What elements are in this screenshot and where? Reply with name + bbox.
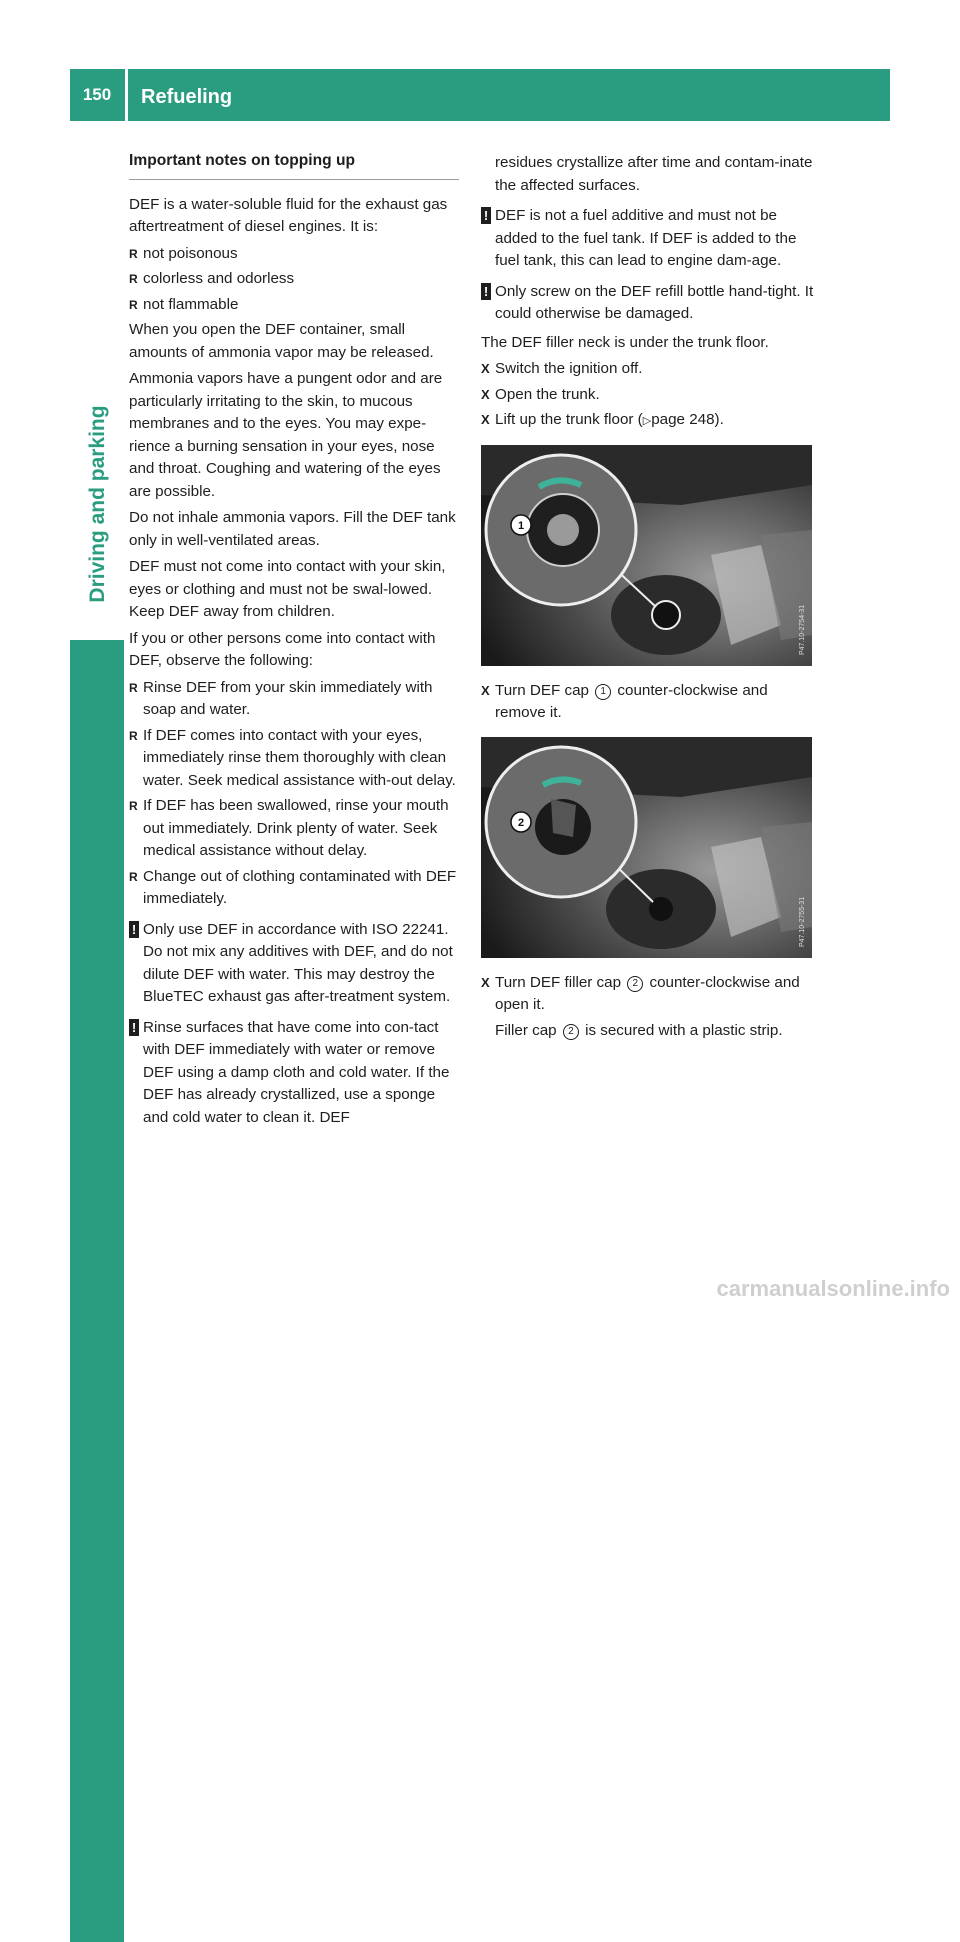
header-divider — [125, 69, 128, 121]
paragraph-filler-note — [481, 1020, 814, 1043]
side-tab-text: Driving and parking — [86, 405, 109, 603]
paragraph-open-container: When you open the DEF container, small amounts of ammonia vapor may be released. — [129, 321, 434, 361]
paragraph-ammonia: Ammonia vapors have a pungent odor and are particularly irritating to the skin, to mucous membranes and to the eyes. You may expe-rience a burning sensation in your eyes, nose and throat. Coughing and watering of the eyes are possible. — [129, 370, 443, 500]
photo-callout-marker: 1 — [517, 519, 525, 532]
paragraph-observe: If you or other persons come into contact with DEF, observe the following: — [129, 629, 436, 669]
callout-ref: 2 — [563, 1024, 579, 1040]
side-tab-label — [83, 384, 113, 624]
warning-screw — [481, 281, 814, 326]
step-turn-cap — [481, 680, 814, 725]
paragraph-intro: DEF is a water-soluble fluid for the exhaust gas aftertreatment of diesel engines. It is: — [129, 195, 448, 235]
warning-screw-text: Only screw on the DEF refill bottle hand-tight. It could otherwise be damaged. — [495, 282, 814, 322]
warning-rinse — [129, 1017, 459, 1130]
right-column — [481, 152, 814, 1046]
step-turn-cap-text-a: Turn DEF cap — [495, 681, 594, 699]
first-aid-item: R If DEF comes into contact with your eyes, immediately rinse them thoroughly with clean water. Seek medical assistance with-out delay. — [129, 725, 459, 793]
side-tab-block — [70, 640, 124, 1942]
photo-code: P47.10-2754-31 — [799, 604, 806, 655]
step-filler-text-b: counter-clockwise and open it. — [495, 973, 800, 1013]
section-title: Refueling — [141, 86, 233, 108]
paragraph-inhale: Do not inhale ammonia vapors. Fill the DEF tank only in well-ventilated areas. — [129, 509, 456, 549]
warning-icon: ! — [129, 1019, 139, 1036]
warning-icon: ! — [481, 283, 491, 300]
subsection-heading: Important notes on topping up — [129, 150, 459, 180]
warning-additive-text: DEF is not a fuel additive and must not be added to the fuel tank. If DEF is added to the fuel tank, this can lead to engine dam-age. — [495, 207, 797, 269]
step-open-trunk: X Open the trunk. — [481, 384, 814, 407]
photo-callout-marker: 2 — [517, 816, 525, 829]
warning-icon: ! — [481, 207, 491, 224]
warning-rinse-text: Rinse surfaces that have come into con-tact with DEF immediately with water or remove DEF using a damp cloth and cold water. If the DEF has already crystallized, use a sponge and cold water to clean it. DEF — [143, 1018, 450, 1126]
watermark: carmanualsonline.info — [716, 1276, 950, 1301]
page-number: 150 — [82, 85, 112, 104]
warning-additive — [481, 205, 814, 273]
page-ref-arrow-icon: ▷ — [642, 415, 652, 427]
step-ignition: X Switch the ignition off. — [481, 358, 814, 381]
property-item: R not flammable — [129, 294, 459, 317]
step-lift-text: Lift up the trunk floor ( — [495, 411, 643, 428]
note-text-b: is secured with a plastic strip. — [580, 1021, 783, 1039]
left-column — [129, 150, 459, 1135]
step-lift-floor — [481, 409, 814, 433]
step-turn-filler-cap — [481, 972, 814, 1017]
first-aid-item: R Rinse DEF from your skin immediately with soap and water. — [129, 677, 459, 722]
photo-code: P47.10-2755-31 — [799, 896, 806, 947]
warning-iso — [129, 919, 459, 1009]
callout-ref: 1 — [595, 684, 611, 700]
first-aid-item: R If DEF has been swallowed, rinse your mouth out immediately. Drink plenty of water. Seek medical assistance without delay. — [129, 795, 459, 863]
paragraph-contact: DEF must not come into contact with your skin, eyes or clothing and must not be swal-lowed. Keep DEF away from children. — [129, 558, 446, 620]
callout-ref: 2 — [627, 976, 643, 992]
paragraph-filler-neck: The DEF filler neck is under the trunk floor. — [481, 333, 769, 351]
note-text-a: Filler cap — [495, 1021, 561, 1039]
step-filler-text-a: Turn DEF filler cap — [495, 973, 626, 991]
property-item: R colorless and odorless — [129, 268, 459, 291]
trunk-photo-filler-cap — [481, 737, 812, 958]
first-aid-item: R Change out of clothing contaminated with DEF immediately. — [129, 866, 459, 911]
warning-iso-text: Only use DEF in accordance with ISO 22241. Do not mix any additives with DEF, and do not dilute DEF with water. This may destroy the BlueTEC exhaust gas after-treatment system. — [143, 920, 453, 1005]
page-reference[interactable]: page 248). — [651, 411, 724, 428]
trunk-photo-def-cap — [481, 445, 812, 666]
paragraph-continuation: residues crystallize after time and contam-inate the affected surfaces. — [495, 154, 813, 194]
property-item: R not poisonous — [129, 243, 459, 266]
step-turn-cap-text-b: counter-clockwise and remove it. — [495, 681, 768, 721]
warning-icon: ! — [129, 921, 139, 938]
